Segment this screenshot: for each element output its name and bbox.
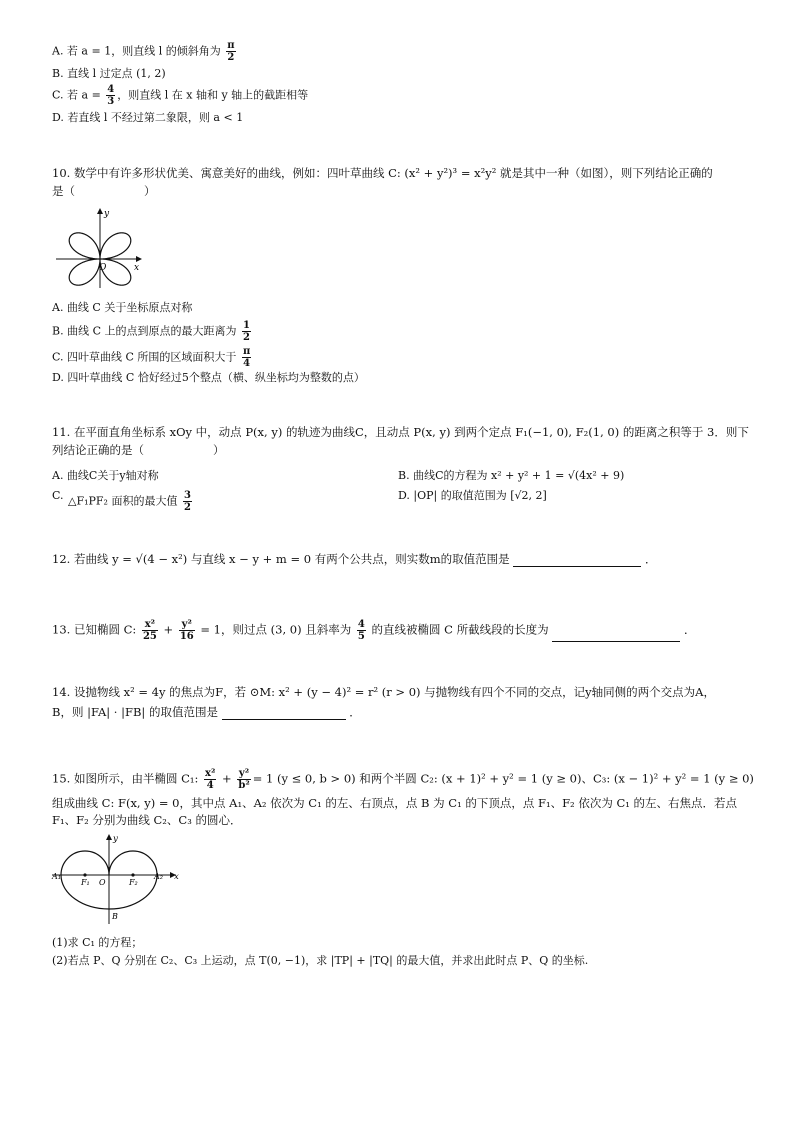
q14-stem-line1: 14. 设抛物线 x² = 4y 的焦点为F，若 ⊙M: x² + (y − 4)² = r² (r > 0) 与抛物线有四个不同的交点，记y轴同侧的两个交点为A， [52,685,715,699]
q11-option-c-fraction: $\frac{3}{2}$ [183,490,191,513]
q15-fraction-y: $\frac{\text{y²}}{\text{b²}}$ [238,768,250,791]
q14-answer-blank[interactable] [222,705,346,720]
q12-answer-blank[interactable] [513,552,641,567]
q15-f2-label: F₂ [129,878,138,887]
q15-stem-line1: 15. 如图所示，由半椭圆 C₁: $\frac{\text{x²}}{4}$ + $\frac{\text{y²}}{\text{b²}}$ = 1 (y ≤ 0, b > 0) 和两个半圆 C₂: (x + 1)² + y² = 1 (y ≥ 0)、C₃: (x − 1)² + y² = 1 (y ≥ 0) [52,768,754,791]
q15-sub-question-2: (2)若点 P、Q 分别在 C₂、C₃ 上运动，点 T(0, −1)，求 |TP| + |TQ| 的最大值，并求出此时点 P、Q 的坐标. [52,954,589,967]
q15-stem-line3: F₁、F₂ 分别为曲线 C₂、C₃ 的圆心． [52,813,242,827]
q15-a2-label: A₂ [154,872,163,881]
q9-option-b: B. 直线 l 过定点 (1, 2) [52,67,166,80]
q13-fraction-x: $\frac{\text{x²}}{25}$ [142,619,157,642]
q10-option-b: B. 曲线 C 上的点到原点的最大距离为 $\frac{1}{2}$ [52,320,250,343]
q10-option-b-fraction: $\frac{1}{2}$ [243,320,250,343]
q10-x-label: x [134,263,140,273]
q10-option-c-fraction: $\frac{\pi}{4}$ [242,346,251,369]
q14-stem-line2: B，则 |FA| · |FB| 的取值范围是 ． [52,705,361,719]
q11-option-a: A. 曲线C关于y轴对称 [52,469,159,482]
q15-focus-f2-dot [131,873,134,876]
q15-stem-line2: 组成曲线 C: F(x, y) = 0，其中点 A₁、A₂ 依次为 C₁ 的左、右顶点，点 B 为 C₁ 的下顶点，点 F₁、F₂ 依次为 C₁ 的左、右焦点．若点 [52,796,738,810]
q11-option-c-label: C. [52,489,64,502]
q15-b-label: B [112,912,118,921]
q11-stem-line2: 列结论正确的是（ ） [52,443,225,457]
q15-heart-curve-figure [50,832,190,928]
q10-origin-label: O [99,263,107,273]
q15-fraction-x: $\frac{\text{x²}}{4}$ [205,768,216,791]
q15-a1-label: A₁ [52,872,61,881]
q10-option-d: D. 四叶草曲线 C 恰好经过5个整点（横、纵坐标均为整数的点） [52,371,365,384]
q15-focus-f1-dot [83,873,86,876]
q10-option-c: C. 四叶草曲线 C 所围的区域面积大于 $\frac{\pi}{4}$ [52,346,251,369]
q10-y-arrow-icon [97,208,103,214]
q9-option-a-text: A. 若 a = 1，则直线 l 的倾斜角为 [52,44,221,58]
q10-x-arrow-icon [136,256,142,262]
q13-fraction-slope: $\frac{4}{5}$ [357,619,365,642]
q15-f1-label: F₁ [81,878,90,887]
q9-option-c: C. 若 a = $\frac{4}{3}$ ，则直线 l 在 x 轴和 y 轴上的截距相等 [52,84,309,107]
q11-option-c: △F₁PF₂ 面积的最大值 $\frac{3}{2}$ [68,490,191,513]
q13-stem: 13. 已知椭圆 C: $\frac{\text{x²}}{25}$ + $\frac{\text{y²}}{16}$ = 1，则过点 (3, 0) 且斜率为 $\frac{4}{5}$ 的直线被椭圆 C 所截线段的长度为 ． [52,619,696,642]
q11-option-d: D. |OP| 的取值范围为 [√2, 2] [398,489,547,502]
q9-option-d: D. 若直线 l 不经过第二象限，则 a < 1 [52,111,244,124]
q11-option-b: B. 曲线C的方程为 x² + y² + 1 = √(4x² + 9) [398,469,625,482]
q9-option-a [52,40,238,63]
q15-y-arrow-icon [106,834,112,840]
q15-y-label: y [113,834,118,844]
q12-stem: 12. 若曲线 y = √(4 − x²) 与直线 x − y + m = 0 有两个公共点，则实数m的取值范围是 ． [52,552,657,566]
q9-option-c-fraction: $\frac{4}{3}$ [107,84,115,107]
q10-stem-line1: 10. 数学中有许多形状优美、寓意美好的曲线，例如：四叶草曲线 C: (x² + y²)³ = x²y² 就是其中一种（如图），则下列结论正确的 [52,166,713,180]
q10-option-a: A. 曲线 C 关于坐标原点对称 [52,301,193,314]
q10-stem-line2: 是（ ） [52,184,156,198]
q13-fraction-y: $\frac{\text{y²}}{16}$ [179,619,194,642]
q15-x-label: x [174,872,179,882]
q9-option-a-fraction: $\frac{\pi}{2}$ [227,40,235,63]
q10-y-label: y [104,209,110,219]
q15-sub-question-1: (1)求 C₁ 的方程； [52,936,143,949]
q15-o-label: O [99,878,106,887]
q10-four-leaf-clover-figure [52,204,152,290]
q13-answer-blank[interactable] [552,627,680,642]
q11-stem-line1: 11. 在平面直角坐标系 xOy 中，动点 P(x, y) 的轨迹为曲线C，且动点 P(x, y) 到两个定点 F₁(−1, 0), F₂(1, 0) 的距离之积等于 3．则下 [52,425,749,439]
